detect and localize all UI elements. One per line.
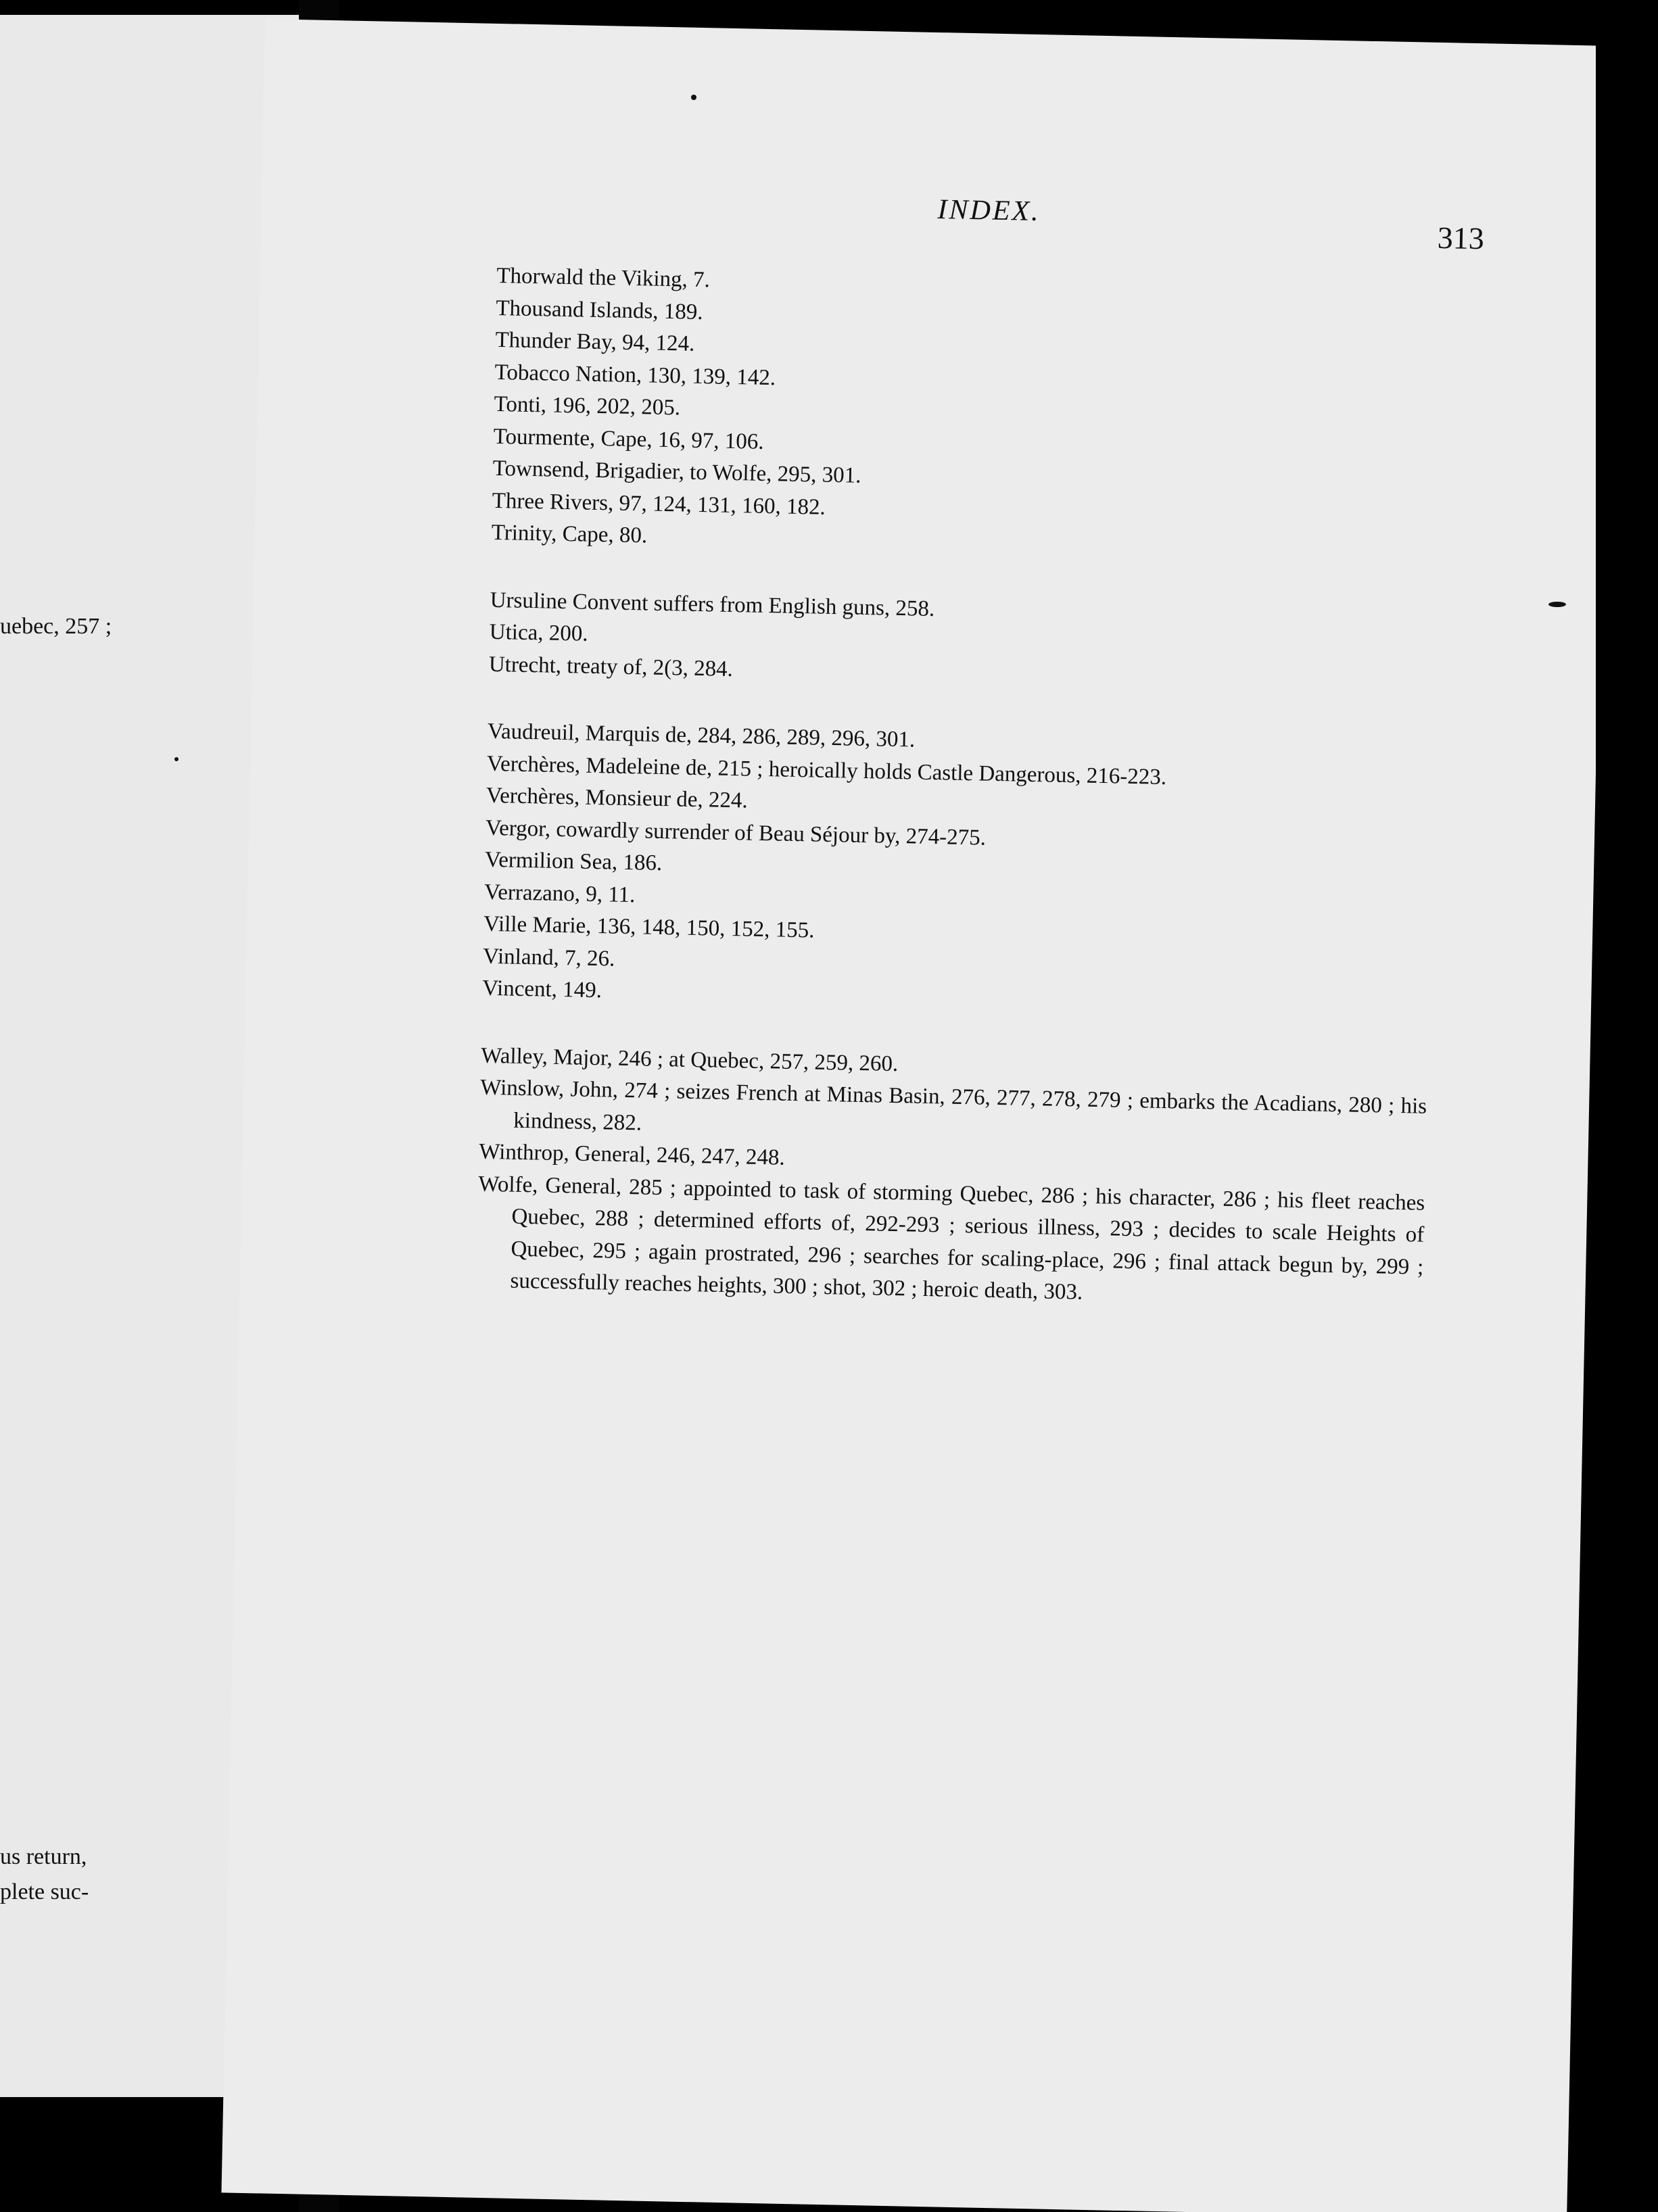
index-entry: Thousand Islands, 189.	[496, 295, 703, 324]
print-speck	[691, 95, 696, 100]
index-entry: Verchères, Monsieur de, 224.	[485, 783, 749, 813]
print-speck	[174, 757, 179, 761]
index-entry: Three Rivers, 97, 124, 131, 160, 182.	[492, 488, 826, 520]
index-entry: Tourmente, Cape, 16, 97, 106.	[493, 424, 764, 454]
index-entry: Verchères, Madeleine de, 215 ; heroically holds Castle Dangerous, 216-223.	[486, 751, 1167, 790]
index-entry: Trinity, Cape, 80.	[491, 520, 648, 548]
index-entry: Vermilion Sea, 186.	[484, 847, 663, 876]
index-entry: Ville Marie, 136, 148, 150, 152, 155.	[483, 911, 815, 943]
index-group-u	[488, 584, 1437, 700]
page-edge-shadow	[1596, 0, 1658, 2212]
index-entry: Ursuline Convent suffers from English guns, 258.	[490, 587, 935, 621]
page-number: 313	[1437, 220, 1485, 256]
running-head: INDEX.	[937, 194, 1041, 228]
index-entry: Tonti, 196, 202, 205.	[494, 391, 681, 420]
index-group-v	[482, 716, 1434, 1024]
index-entry: Vinland, 7, 26.	[482, 944, 615, 971]
index-entry: Utica, 200.	[489, 619, 588, 646]
index-group-w	[476, 1040, 1427, 1316]
index-entry: Walley, Major, 246 ; at Quebec, 257, 259, 260.	[480, 1043, 899, 1076]
index-entry: Wolfe, General, 285 ; appointed to task of storming Quebec, 286 ; his character, 286 ; his fleet reaches Quebec, 288 ; determined efforts of, 292-293 ; serious illness, 293 ; decides to scale Heights of Quebec, 295 ; again prostrated, 296 ; searches for scaling-place, 296 ; final attack begun by, 299 ; successfully reaches heights, 300 ; shot, 302 ; heroic death, 303.	[478, 1172, 1425, 1305]
index-entry: Thunder Bay, 94, 124.	[495, 327, 695, 356]
index-entry: Winthrop, General, 246, 247, 248.	[479, 1139, 786, 1170]
index-page	[221, 19, 1610, 2212]
index-entry: Winslow, John, 274 ; seizes French at Minas Basin, 276, 277, 278, 279 ; embarks the Acadians, 280 ; his kindness, 282.	[479, 1075, 1427, 1136]
index-entries	[476, 260, 1443, 1316]
index-entry: Utrecht, treaty of, 2(3, 284.	[488, 652, 734, 681]
index-entry: Thorwald the Viking, 7.	[496, 263, 711, 293]
left-page-text-fragment: plete suc-	[0, 1879, 89, 1904]
print-speck	[1548, 602, 1566, 607]
index-group-t	[491, 260, 1443, 569]
index-entry: Vincent, 149.	[481, 976, 602, 1003]
index-entry: Townsend, Brigadier, to Wolfe, 295, 301.	[492, 456, 861, 488]
index-entry: Vergor, cowardly surrender of Beau Séjour by, 274-275.	[485, 815, 987, 850]
left-page-text-fragment: uebec, 257 ;	[0, 614, 112, 639]
index-entry: Vaudreuil, Marquis de, 284, 286, 289, 296, 301.	[487, 719, 916, 752]
left-page-text-fragment: us return,	[0, 1844, 87, 1869]
index-entry: Verrazano, 9, 11.	[483, 880, 636, 907]
index-entry: Tobacco Nation, 130, 139, 142.	[494, 360, 776, 390]
